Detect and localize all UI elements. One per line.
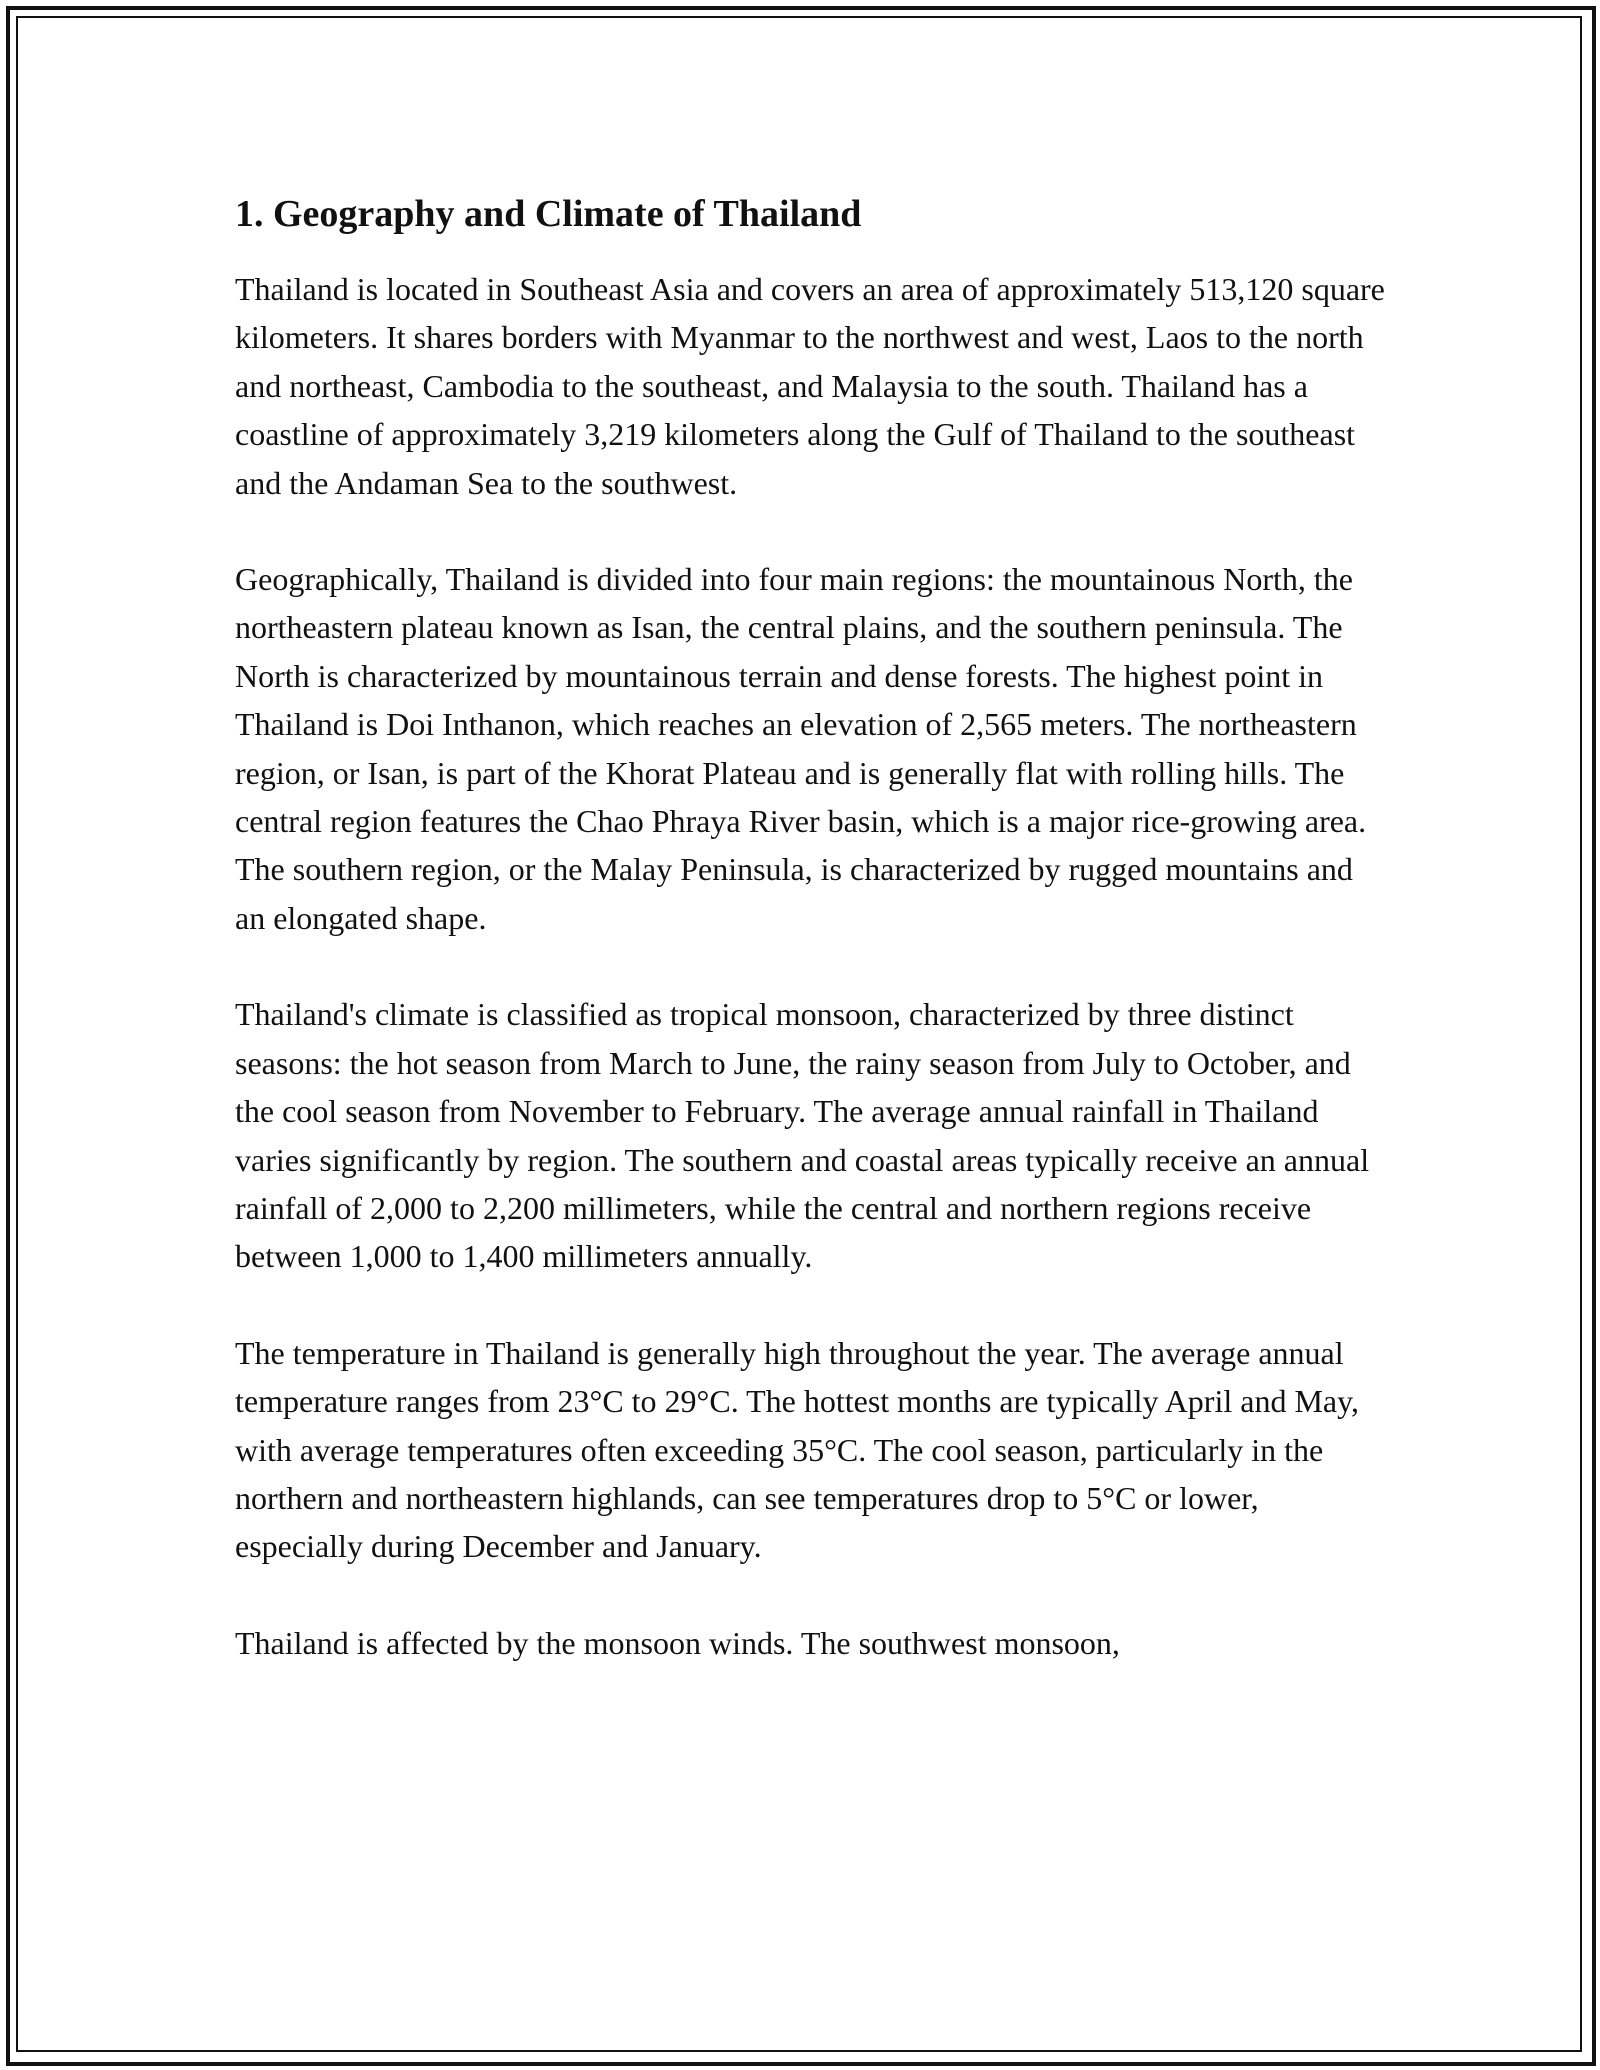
paragraph-climate: Thailand's climate is classified as tropical monsoon, characterized by three distinct seasons: the hot season from March to June, the rainy season from July to October, and the cool season from November to February. The average annual rainfall in Thailand varies significantly by region. The southern and coastal areas typically receive an annual rainfall of 2,000 to 2,200 millimeters, while the central and northern regions receive between 1,000 to 1,400 millimeters annually.: [235, 996, 1370, 1275]
paragraph-regions: Geographically, Thailand is divided into four main regions: the mountainous North, the northeastern plateau known as Isan, the central plains, and the southern peninsula. The North is characterized by mountainous terrain and dense forests. The highest point in Thailand is Doi Inthanon, which reaches an elevation of 2,565 meters. The northeastern region, or Isan, is part of the Khorat Plateau and is generally flat with rolling hills. The central region features the Chao Phraya River basin, which is a major rice-growing area. The southern region, or the Malay Peninsula, is characterized by rugged mountains and an elongated shape.: [235, 561, 1367, 936]
paragraph-location: Thailand is located in Southeast Asia and covers an area of approximately 513,120 square kilometers. It shares borders with Myanmar to the northwest and west, Laos to the north and northeast, Cambodia to the southeast, and Malaysia to the south. Thailand has a coastline of approximately 3,219 kilometers along the Gulf of Thailand to the southeast and the Andaman Sea to the southwest.: [235, 271, 1385, 501]
paragraph-temperature: The temperature in Thailand is generally high throughout the year. The average annual temperature ranges from 23°C to 29°C. The hottest months are typically April and May, with average temperatures often exceeding 35°C. The cool season, particularly in the northern and northeastern highlands, can see temperatures drop to 5°C or lower, especially during December and January.: [235, 1334, 1360, 1565]
section-title: 1. Geography and Climate of Thailand: [235, 193, 862, 235]
paragraph-monsoon: Thailand is affected by the monsoon winds. The southwest monsoon,: [235, 1624, 1120, 1661]
document-body: [235, 186, 1385, 1667]
